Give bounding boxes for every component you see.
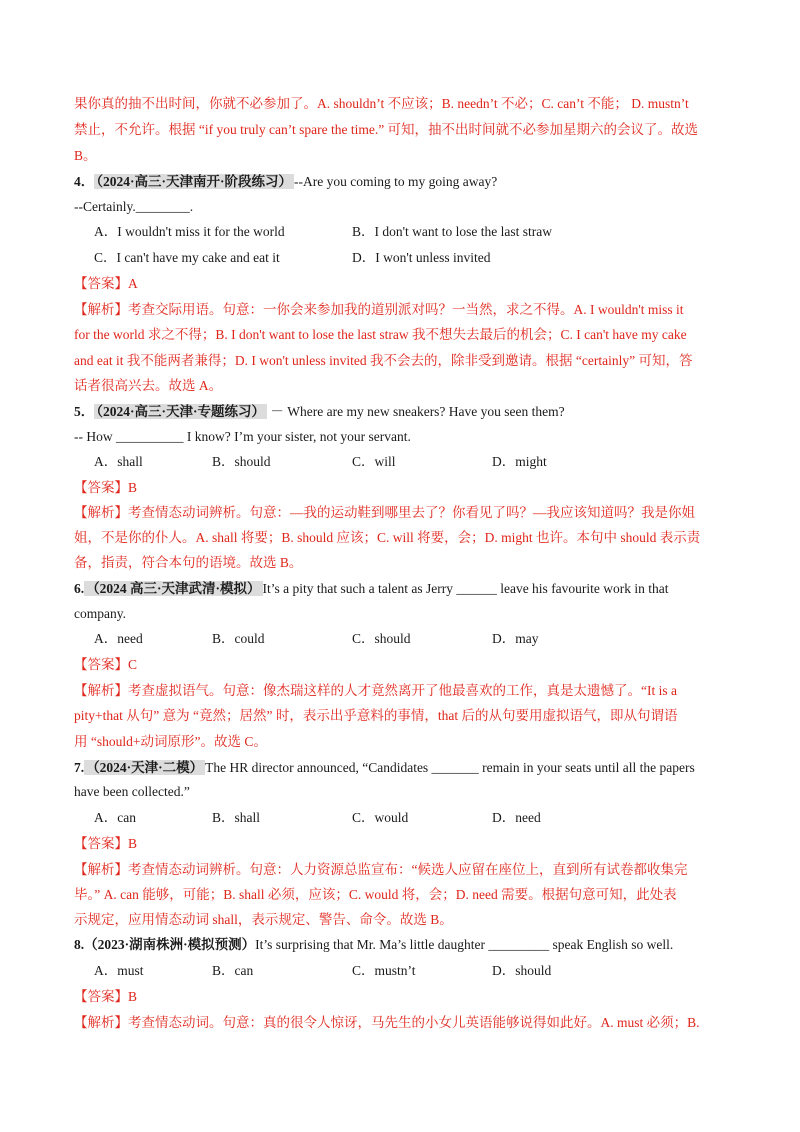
option-a: A．need — [94, 631, 143, 646]
stem-text: --Are you coming to my going away? — [294, 174, 498, 189]
analysis-label: 【解析】 — [74, 683, 128, 698]
question-6-stem — [74, 580, 726, 598]
analysis-line: 备，指责，符合本句的语境。故选 B。 — [74, 555, 303, 570]
option-b: B．shall — [212, 810, 261, 825]
analysis-line: 姐，不是你的仆人。A. shall 将要；B. should 应该；C. will 将要，会；D. might 也许。本句中 should 表示责 — [74, 530, 701, 545]
analysis-line: 示规定，应用情态动词 shall，表示规定、警告、命令。故选 B。 — [74, 912, 453, 927]
answer-label: 【答案】 — [74, 989, 128, 1004]
question-number: 6. — [74, 581, 85, 596]
option-a: A．can — [94, 810, 136, 825]
analysis-line: 果你真的抽不出时间，你就不必参加了。A. shouldn’t 不应该；B. needn’t 不必；C. can’t 不能； D. mustn’t — [74, 96, 689, 111]
option-c: C．would — [352, 810, 409, 825]
answer-line — [74, 479, 726, 497]
option-a: A．shall — [94, 454, 143, 469]
analysis-text: 考查情态动词辨析。句意：人力资源总监宣布：“候选人应留在座位上，直到所有试卷都收集完 — [128, 862, 688, 877]
analysis-line: 话者很高兴去。故选 A。 — [74, 378, 223, 393]
option-c: C．I can't have my cake and eat it — [94, 250, 280, 265]
analysis-line — [74, 861, 726, 879]
option-c: C．should — [352, 631, 411, 646]
stem-line: --Certainly.________. — [74, 199, 194, 214]
answer-value: C — [128, 657, 138, 672]
option-c: C．mustn’t — [352, 963, 416, 978]
answer-value: B — [128, 989, 138, 1004]
option-a: A．must — [94, 963, 144, 978]
answer-line — [74, 835, 726, 853]
option-a: A．I wouldn't miss it for the world — [94, 224, 285, 239]
answer-value: B — [128, 836, 138, 851]
analysis-line: pity+that 从句” 意为 “竟然；居然” 时，表示出乎意料的事情，that 后的从句要用虚拟语气，即从句谓语 — [74, 708, 678, 723]
option-d: D．might — [492, 454, 547, 469]
question-7-stem — [74, 759, 726, 777]
option-c: C．will — [352, 454, 396, 469]
option-d: D．should — [492, 963, 552, 978]
analysis-line: for the world 求之不得；B. I don't want to lose the last straw 我不想失去最后的机会；C. I can't have my cake — [74, 327, 687, 342]
answer-line — [74, 656, 726, 674]
question-source: （2024·天津·二模） — [86, 760, 204, 775]
answer-line — [74, 988, 726, 1006]
answer-value: A — [128, 276, 138, 291]
analysis-label: 【解析】 — [74, 1015, 128, 1030]
analysis-text: 考查虚拟语气。句意：像杰瑞这样的人才竟然离开了他最喜欢的工作，真是太遗憾了。“It is a — [128, 683, 677, 698]
analysis-line: 禁止，不允许。根据 “if you truly can’t spare the time.” 可知，抽不出时间就不必参加星期六的会议了。故选 — [74, 122, 699, 137]
stem-text: － Where are my new sneakers? Have you seen them? — [270, 404, 565, 419]
analysis-line: B。 — [74, 148, 97, 163]
stem-line: company. — [74, 606, 126, 621]
option-d: D．need — [492, 810, 541, 825]
answer-value: B — [128, 480, 138, 495]
analysis-line — [74, 504, 726, 522]
analysis-label: 【解析】 — [74, 505, 128, 520]
question-5-stem — [74, 403, 726, 421]
option-b: B．can — [212, 963, 254, 978]
analysis-text: 考查交际用语。句意：一你会来参加我的道别派对吗？一当然，求之不得。A. I wouldn't miss it — [128, 302, 684, 317]
stem-text: It’s a pity that such a talent as Jerry ______ leave his favourite work in that — [262, 581, 669, 596]
analysis-line — [74, 301, 726, 319]
analysis-line: 用 “should+动词原形”。故选 C。 — [74, 734, 267, 749]
analysis-label: 【解析】 — [74, 862, 128, 877]
analysis-line: and eat it 我不能两者兼得；D. I won't unless invited 我不会去的，除非受到邀请。根据 “certainly” 可知，答 — [74, 353, 693, 368]
analysis-label: 【解析】 — [74, 302, 128, 317]
option-b: B．I don't want to lose the last straw — [352, 224, 553, 239]
option-d: D．I won't unless invited — [352, 250, 491, 265]
analysis-text: 考查情态动词。句意：真的很令人惊讶，马先生的小女儿英语能够说得如此好。A. must 必须；B. — [128, 1015, 700, 1030]
question-number: 7. — [74, 760, 85, 775]
question-source: （2024·高三·天津·专题练习） — [96, 404, 266, 419]
answer-label: 【答案】 — [74, 657, 128, 672]
answer-label: 【答案】 — [74, 836, 128, 851]
analysis-line — [74, 1014, 726, 1032]
question-4-stem — [74, 173, 726, 191]
question-source: （2024 高三·天津武清·模拟） — [86, 581, 261, 596]
stem-line: -- How __________ I know? I’m your sister, not your servant. — [74, 429, 411, 444]
stem-text: It’s surprising that Mr. Ma’s little daughter _________ speak English so well. — [255, 937, 674, 952]
question-number: 8. — [74, 937, 85, 952]
answer-label: 【答案】 — [74, 480, 128, 495]
option-b: B．should — [212, 454, 271, 469]
option-b: B．could — [212, 631, 265, 646]
question-source: （2024·高三·天津南开·阶段练习） — [96, 174, 293, 189]
question-number: 4． — [74, 174, 95, 189]
answer-label: 【答案】 — [74, 276, 128, 291]
answer-line — [74, 275, 726, 293]
stem-line: have been collected.” — [74, 784, 190, 799]
question-source: （2023·湖南株洲·模拟预测） — [84, 937, 256, 952]
analysis-line: 毕。” A. can 能够，可能；B. shall 必须，应该；C. would 将，会；D. need 需要。根据句意可知，此处表 — [74, 887, 677, 902]
question-number: 5． — [74, 404, 95, 419]
analysis-line — [74, 682, 726, 700]
stem-text: The HR director announced, “Candidates _______ remain in your seats until all the papers — [205, 760, 695, 775]
analysis-text: 考查情态动词辨析。句意：—我的运动鞋到哪里去了？你看见了吗？—我应该知道吗？我是你姐 — [128, 505, 695, 520]
option-d: D．may — [492, 631, 539, 646]
question-8-stem — [74, 936, 726, 954]
